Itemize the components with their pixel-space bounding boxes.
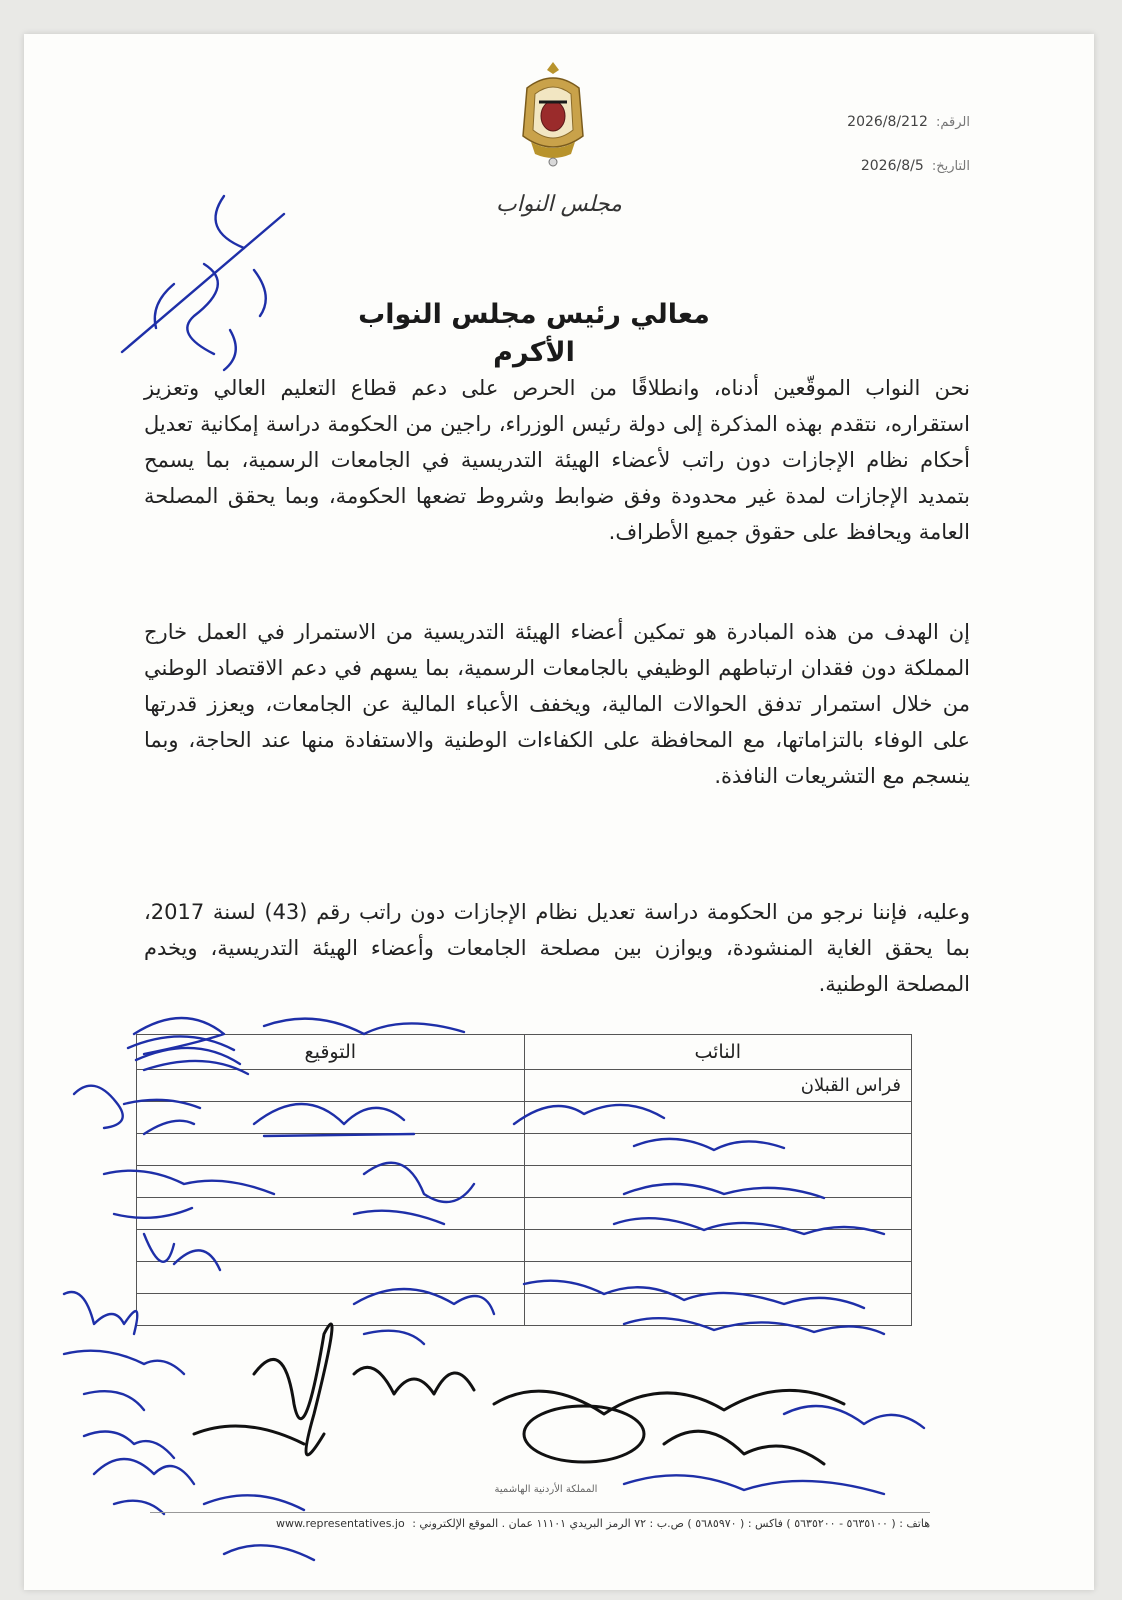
table-row [137,1134,912,1166]
table-row [137,1262,912,1294]
letter-title: معالي رئيس مجلس النواب الأكرم [358,299,710,368]
member-name [524,1262,912,1294]
reference-value: 2026/8/212 [847,114,928,130]
member-name [524,1166,912,1198]
paragraph-1: نحن النواب الموقّعين أدناه، وانطلاقًا من الحرص على دعم قطاع التعليم العالي وتعزيز استقراره، نتقدم بهذه المذكرة إلى دولة رئيس الوزراء، راجين من الحكومة دراسة إمكانية تعديل أحكام نظام الإجازات دون راتب لأعضاء الهيئة التدريسية في الجامعات الرسمية، بما يسمح بتمديد الإجازات لمدة غير محدودة وفق ضوابط وشروط تضعها الحكومة، وبما يحقق المصلحة العامة ويحافظ على حقوق جميع الأطراف. [144,376,970,544]
table-row [137,1230,912,1262]
council-name: مجلس النواب [496,192,622,217]
top-margin-signature [122,196,284,370]
member-name [524,1198,912,1230]
signature-column-header: التوقيع [137,1035,525,1070]
member-name [524,1294,912,1326]
paragraph-2: إن الهدف من هذه المبادرة هو تمكين أعضاء الهيئة التدريسية من الاستمرار في العمل خارج المملكة دون فقدان ارتباطهم الوظيفي بالجامعات الرسمية، بما يسهم في دعم الاقتصاد الوطني من خلال استمرار تدفق الحوالات المالية، ويخفف الأعباء المالية عن الجامعات، ويعزز قدرتها على الوفاء بالتزاماتها، مع المحافظة على الكفاءات الوطنية والاستفادة منها عند الحاجة، وبما ينسجم مع التشريعات النافذة. [144,620,970,788]
table-row [137,1166,912,1198]
signature-cell [137,1070,525,1102]
reference-number [847,114,970,130]
signature-cell [137,1230,525,1262]
signature-cell [137,1102,525,1134]
letter-page [24,34,1094,1590]
signature-cell [137,1198,525,1230]
table-row [137,1102,912,1134]
paragraph-3: وعليه، فإننا نرجو من الحكومة دراسة تعديل نظام الإجازات دون راتب رقم (43) لسنة 2017، بما يحقق الغاية المنشودة، ويوازن بين مصلحة الجامعات وأعضاء الهيئة التدريسية، ويخدم المصلحة الوطنية. [144,900,970,996]
table-row [137,1198,912,1230]
footer-contact [150,1512,930,1530]
member-name [524,1230,912,1262]
table-row [137,1070,912,1102]
signature-cell [137,1134,525,1166]
signature-table-header [137,1035,912,1070]
signature-cell [137,1262,525,1294]
letter-date [861,158,970,174]
footer-contact-text: هاتف : ( ٥٦٣٥١٠٠ - ٥٦٣٥٢٠٠ ) فاكس : ( ٥٦٨٥٩٧٠ ) ص.ب : ٧٢ الرمز البريدي ١١١٠١ عمان . الموقع الإلكتروني : [412,1517,930,1530]
member-name [524,1134,912,1166]
date-label: التاريخ: [931,159,970,174]
signature-table [136,1034,912,1326]
reference-label: الرقم: [936,115,970,130]
member-name: فراس القبلان [524,1070,912,1102]
table-row [137,1294,912,1326]
signature-cell [137,1294,525,1326]
jordan-coat-of-arms-icon [509,58,597,170]
member-column-header: النائب [524,1035,912,1070]
signature-cell [137,1166,525,1198]
date-value: 2026/8/5 [860,158,924,174]
footer-website-link[interactable]: www.representatives.jo [275,1517,405,1530]
handwritten-signatures [24,34,1094,1590]
footer-crest-caption: المملكة الأردنية الهاشمية [494,1484,598,1495]
member-name [524,1102,912,1134]
